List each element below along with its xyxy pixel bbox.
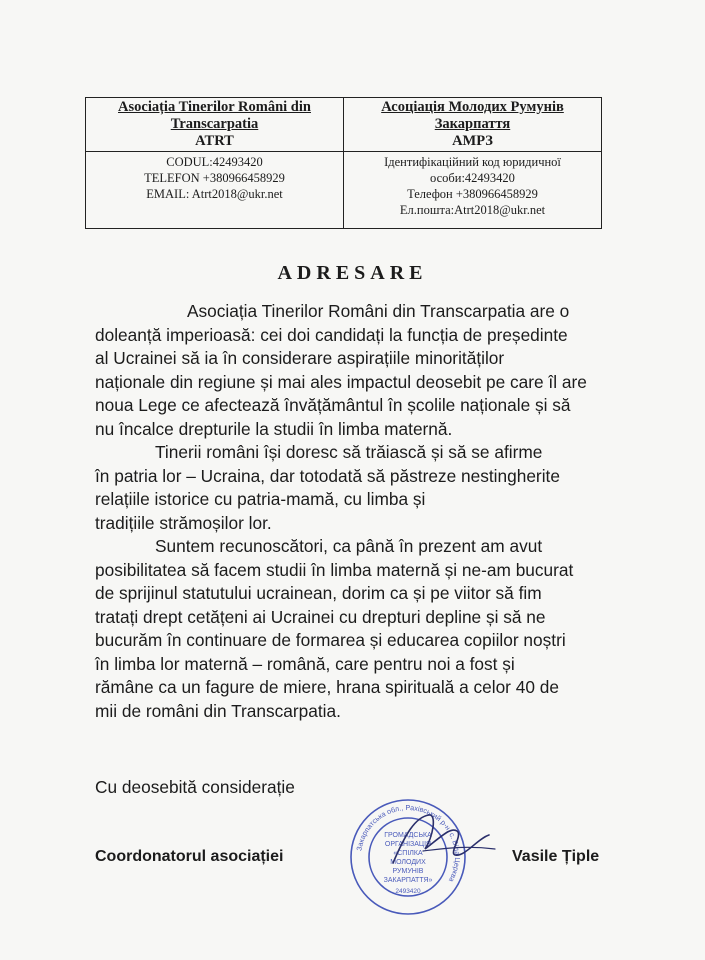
body-line: al Ucrainei să ia în considerare aspirațiile minorităților [95, 348, 505, 368]
closing-salutation: Cu deosebită considerație [95, 777, 295, 797]
header-contact-row [86, 152, 602, 229]
body-line: mii de români din Transcarpatia. [95, 700, 341, 721]
stamp-center-line: МОЛОДИХ [390, 859, 426, 866]
body-line: posibilitatea să facem studii în limba maternă și ne-am bucurat [95, 559, 574, 580]
body-line: în limba lor maternă – română, care pentru noi a fost și [95, 653, 515, 674]
org-acronym-ua: АМРЗ [452, 133, 493, 149]
body-line: de sprijinul statutului ucrainean, dorim ca și pe viitor să fim [95, 583, 542, 603]
org-email-ro: EMAIL: Atrt2018@ukr.net [146, 187, 283, 201]
stamp-center-line: «СПІЛКА [393, 850, 423, 857]
body-line: Suntem recunoscători, ca până în prezent am avut [155, 536, 543, 556]
org-name-ro-line2: Transcarpatia [170, 116, 259, 132]
body-line: nu încalce drepturile la studii în limba maternă. [95, 418, 453, 439]
header-table [85, 97, 602, 229]
stamp-center-line: ОРГАНІЗАЦІЯ [384, 841, 432, 848]
body-line: naționale din regiune și mai ales impactul deosebit pe care îl are [95, 371, 587, 392]
org-name-ua-line2: Закарпаття [434, 116, 511, 132]
body-line: tratați drept cetățeni ai Ucrainei cu drepturi depline și să ne [95, 606, 546, 627]
contact-ukrainian-cell [344, 152, 602, 229]
org-name-ua-line1: Асоціація Молодих Румунів [381, 99, 564, 115]
body-line: rămâne ca un fagure de miere, hrana spirituală a celor 40 de [95, 677, 559, 697]
stamp-code: 2493420 [395, 888, 421, 895]
stamp-ring-text: Закарпатська обл., Рахівський р-н, с. Біла Церква [354, 802, 463, 884]
org-code-ua-line2: особи:42493420 [430, 171, 515, 185]
body-line: bucurăm în continuare de formarea și educarea copiilor noștri [95, 630, 566, 650]
body-line: doleanță imperioasă: cei doi candidați la funcția de președinte [95, 324, 568, 345]
contact-romanian-cell [86, 152, 344, 229]
body-line: noua Lege ce afectează învățământul în școlile naționale și să [95, 395, 571, 415]
header-title-row [86, 98, 602, 152]
org-name-ro-line1: Asociația Tinerilor Români din [118, 99, 311, 115]
org-code-ro: CODUL:42493420 [166, 155, 263, 169]
org-phone-ua: Телефон +380966458929 [407, 187, 538, 201]
stamp-center-line: ГРОМАДСЬКА [384, 832, 432, 839]
org-name-ukrainian-cell [344, 98, 602, 152]
signer-name: Vasile Țiple [512, 848, 600, 865]
org-phone-ro: TELEFON +380966458929 [144, 171, 285, 185]
body-line: în patria lor – Ucraina, dar totodată să păstreze nestingherite [95, 465, 560, 486]
org-acronym-ro: ATRT [195, 133, 234, 149]
stamp-center-line: РУМУНІВ [392, 868, 424, 875]
body-line: relațiile istorice cu patria-mamă, cu limba și [95, 489, 426, 509]
stamp-center-line: ЗАКАРПАТТЯ» [383, 877, 433, 884]
letter-body [95, 300, 640, 723]
body-line: Tinerii români își doresc să trăiască și să se afirme [155, 442, 543, 462]
handwritten-signature [385, 805, 505, 880]
body-line: tradițiile strămoșilor lor. [95, 512, 272, 533]
org-name-romanian-cell [86, 98, 344, 152]
coordinator-label: Coordonatorul asociației [95, 848, 284, 865]
body-line: Asociația Tinerilor Români din Transcarpatia are o [187, 301, 570, 321]
org-email-ua: Ел.пошта:Atrt2018@ukr.net [399, 203, 546, 217]
org-code-ua-line1: Ідентифікаційний код юридичної [384, 155, 561, 169]
document-title: ADRESARE [277, 262, 428, 284]
